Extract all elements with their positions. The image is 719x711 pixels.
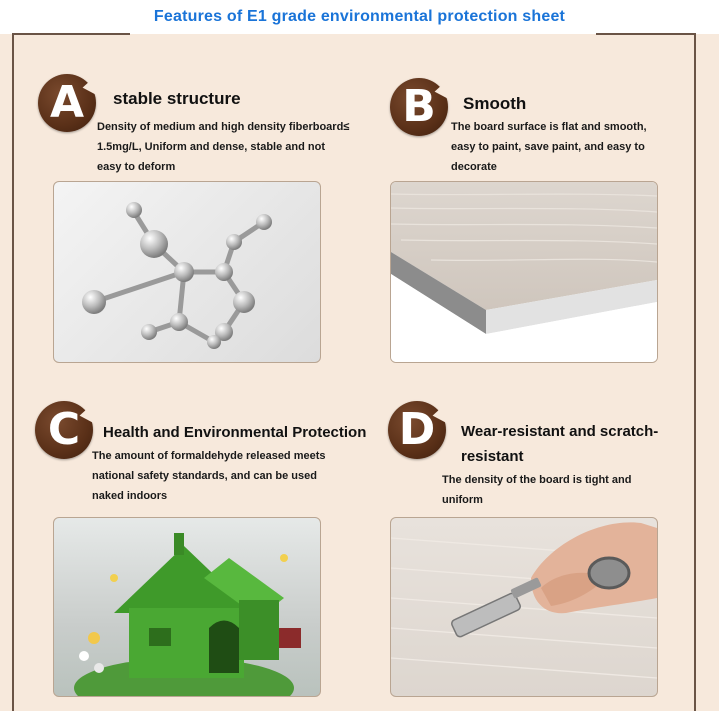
frame-line-top-right <box>596 33 696 35</box>
feature-a-desc-line: 1.5mg/L, Uniform and dense, stable and not <box>97 141 325 153</box>
frame-line-left <box>12 33 14 711</box>
feature-b-title: Smooth <box>463 94 527 113</box>
board-photo <box>390 181 658 363</box>
feature-c-desc-line: naked indoors <box>92 490 168 502</box>
green-house-photo <box>53 517 321 697</box>
feature-c-title: Health and Environmental Protection <box>103 424 367 441</box>
feature-a-desc-line: Density of medium and high density fiberboard≤ <box>97 121 350 133</box>
feature-b-desc-line: easy to paint, save paint, and easy to <box>451 141 645 153</box>
green-house-icon <box>54 518 320 696</box>
feature-c-desc-line: The amount of formaldehyde released meets <box>92 450 326 462</box>
molecule-photo <box>53 181 321 363</box>
badge-c: C <box>35 401 93 459</box>
molecule-structure-icon <box>54 182 320 362</box>
badge-a: A <box>38 74 96 132</box>
feature-a-desc-line: easy to deform <box>97 161 176 173</box>
feature-a-description <box>97 117 387 177</box>
feature-d-desc-line: uniform <box>442 494 483 506</box>
badge-b: B <box>390 78 448 136</box>
feature-d-title <box>461 419 658 469</box>
feature-c-desc-line: national safety standards, and can be used <box>92 470 317 482</box>
feature-d-desc-line: The density of the board is tight and <box>442 474 632 486</box>
page-title: Features of E1 grade environmental protection sheet <box>153 8 566 25</box>
feature-b-desc-line: decorate <box>451 161 497 173</box>
feature-b-desc-line: The board surface is flat and smooth, <box>451 121 647 133</box>
key-scratch-icon <box>391 518 657 696</box>
frame-line-top-left <box>12 33 130 35</box>
feature-c-description <box>92 446 382 506</box>
feature-d-title-line: Wear-resistant and scratch- <box>461 423 659 440</box>
wood-board-icon <box>391 182 657 362</box>
feature-a-title: stable structure <box>113 89 241 108</box>
feature-d-description <box>442 470 682 510</box>
feature-d-title-line: resistant <box>461 448 524 465</box>
frame-line-right <box>694 33 696 711</box>
feature-b-description <box>451 117 681 177</box>
scratch-photo <box>390 517 658 697</box>
badge-d: D <box>388 401 446 459</box>
